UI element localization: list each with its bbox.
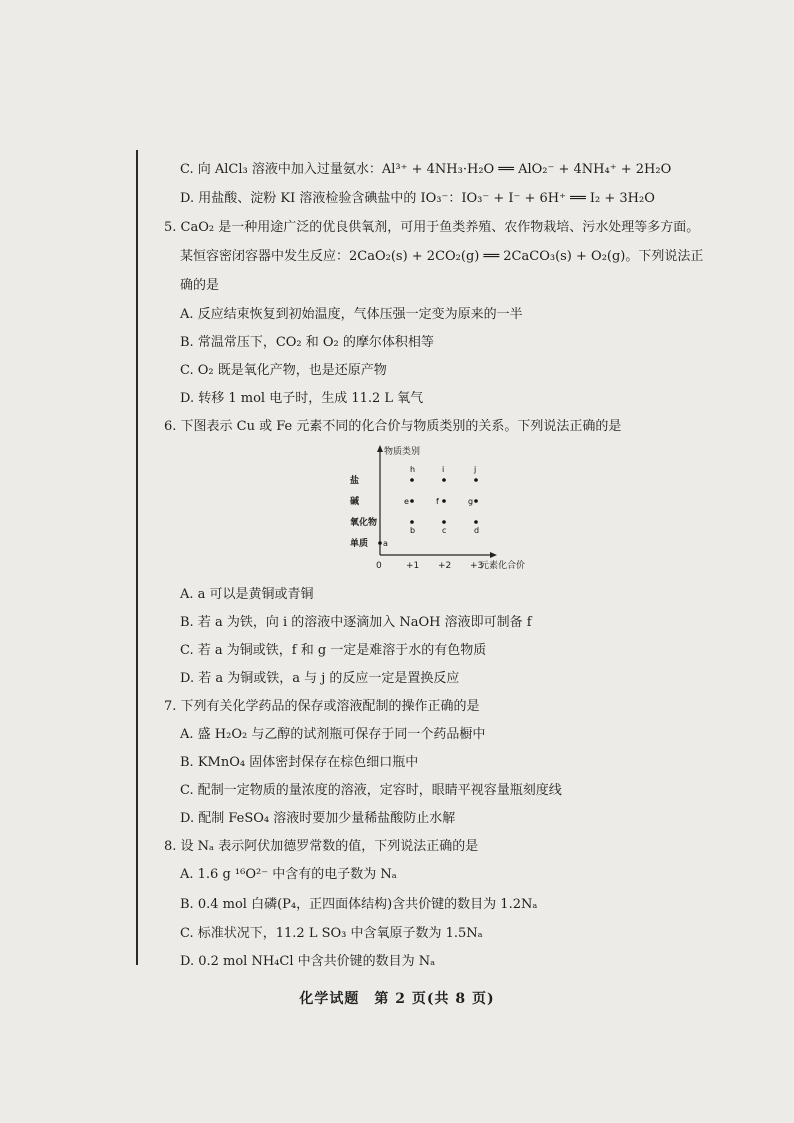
y-category-label: 氧化物 — [350, 518, 378, 528]
q7-option-b: B. KMnO₄ 固体密封保存在棕色细口瓶中 — [180, 755, 419, 770]
q5-stem-line3: 确的是 — [180, 278, 220, 293]
point-label: c — [442, 526, 447, 535]
q5-stem-line2: 某恒容密闭容器中发生反应：2CaO₂(s) + 2CO₂(g) ══ 2CaCO₃(s) + O₂(g)。下列说法正 — [180, 249, 704, 264]
point-marker — [410, 478, 414, 482]
point-marker — [442, 520, 446, 524]
point-label: a — [383, 539, 388, 548]
point-marker — [442, 478, 446, 482]
x-axis-arrow — [490, 552, 497, 558]
q7-stem: 7. 下列有关化学药品的保存或溶液配制的操作正确的是 — [164, 699, 480, 714]
q5-stem-line1: 5. CaO₂ 是一种用途广泛的优良供氧剂，可用于鱼类养殖、农作物栽培、污水处理等多方面。 — [164, 220, 700, 235]
point-label: d — [474, 526, 480, 535]
point-marker — [474, 520, 478, 524]
q6-option-d: D. 若 a 为铜或铁，a 与 j 的反应一定是置换反应 — [180, 671, 460, 686]
y-category-label: 碱 — [350, 497, 360, 507]
q5-option-b: B. 常温常压下，CO₂ 和 O₂ 的摩尔体积相等 — [180, 335, 434, 350]
y-axis-label: 物质类别 — [384, 447, 421, 457]
q7-option-d: D. 配制 FeSO₄ 溶液时要加少量稀盐酸防止水解 — [180, 811, 456, 826]
q7-option-a: A. 盛 H₂O₂ 与乙醇的试剂瓶可保存于同一个药品橱中 — [180, 727, 486, 742]
point-marker — [378, 541, 382, 545]
q8-option-c: C. 标准状况下，11.2 L SO₃ 中含氧原子数为 1.5Nₐ — [180, 926, 483, 941]
q8-option-d: D. 0.2 mol NH₄Cl 中含共价键的数目为 Nₐ — [180, 954, 436, 969]
point-label: g — [468, 497, 474, 506]
point-label: f — [436, 497, 439, 506]
point-marker — [474, 478, 478, 482]
x-tick-label: +3 — [470, 561, 484, 571]
q6-option-a: A. a 可以是黄铜或青铜 — [180, 587, 314, 602]
q6-option-c: C. 若 a 为铜或铁，f 和 g 一定是难溶于水的有色物质 — [180, 643, 487, 658]
point-label: e — [404, 497, 409, 506]
x-axis-label: 元素化合价 — [480, 561, 526, 571]
page-footer: 化学试题 第 2 页(共 8 页) — [299, 991, 495, 1007]
point-marker — [474, 499, 478, 503]
y-category-label: 单质 — [350, 539, 369, 549]
point-label: j — [474, 465, 477, 474]
q8-option-a: A. 1.6 g ¹⁶O²⁻ 中含有的电子数为 Nₐ — [180, 867, 397, 882]
q4-option-d: D. 用盐酸、淀粉 KI 溶液检验含碘盐中的 IO₃⁻：IO₃⁻ + I⁻ + 6H⁺ ══ I₂ + 3H₂O — [180, 191, 655, 206]
y-axis-arrow — [377, 445, 383, 452]
q5-option-a: A. 反应结束恢复到初始温度，气体压强一定变为原来的一半 — [180, 307, 523, 322]
point-label: i — [442, 465, 445, 474]
point-marker — [410, 499, 414, 503]
q8-option-b: B. 0.4 mol 白磷(P₄，正四面体结构)含共价键的数目为 1.2Nₐ — [180, 897, 538, 912]
q8-stem: 8. 设 Nₐ 表示阿伏加德罗常数的值，下列说法正确的是 — [164, 839, 479, 854]
x-tick-label: 0 — [376, 561, 382, 571]
q4-option-c: C. 向 AlCl₃ 溶液中加入过量氨水：Al³⁺ + 4NH₃·H₂O ══ AlO₂⁻ + 4NH₄⁺ + 2H₂O — [180, 162, 672, 177]
x-tick-label: +1 — [406, 561, 420, 571]
q6-option-b: B. 若 a 为铁，向 i 的溶液中逐滴加入 NaOH 溶液即可制备 f — [180, 615, 532, 630]
y-category-label: 盐 — [350, 476, 360, 486]
q6-stem: 6. 下图表示 Cu 或 Fe 元素不同的化合价与物质类别的关系。下列说法正确的是 — [164, 419, 622, 434]
x-tick-label: +2 — [438, 561, 452, 571]
point-marker — [442, 499, 446, 503]
q5-option-c: C. O₂ 既是氧化产物，也是还原产物 — [180, 363, 387, 378]
binding-margin-line — [136, 150, 138, 965]
point-label: h — [410, 465, 416, 474]
q7-option-c: C. 配制一定物质的量浓度的溶液，定容时，眼睛平视容量瓶刻度线 — [180, 783, 562, 798]
q5-option-d: D. 转移 1 mol 电子时，生成 11.2 L 氧气 — [180, 391, 424, 406]
valence-category-chart — [340, 440, 540, 580]
point-label: b — [410, 526, 416, 535]
point-marker — [410, 520, 414, 524]
